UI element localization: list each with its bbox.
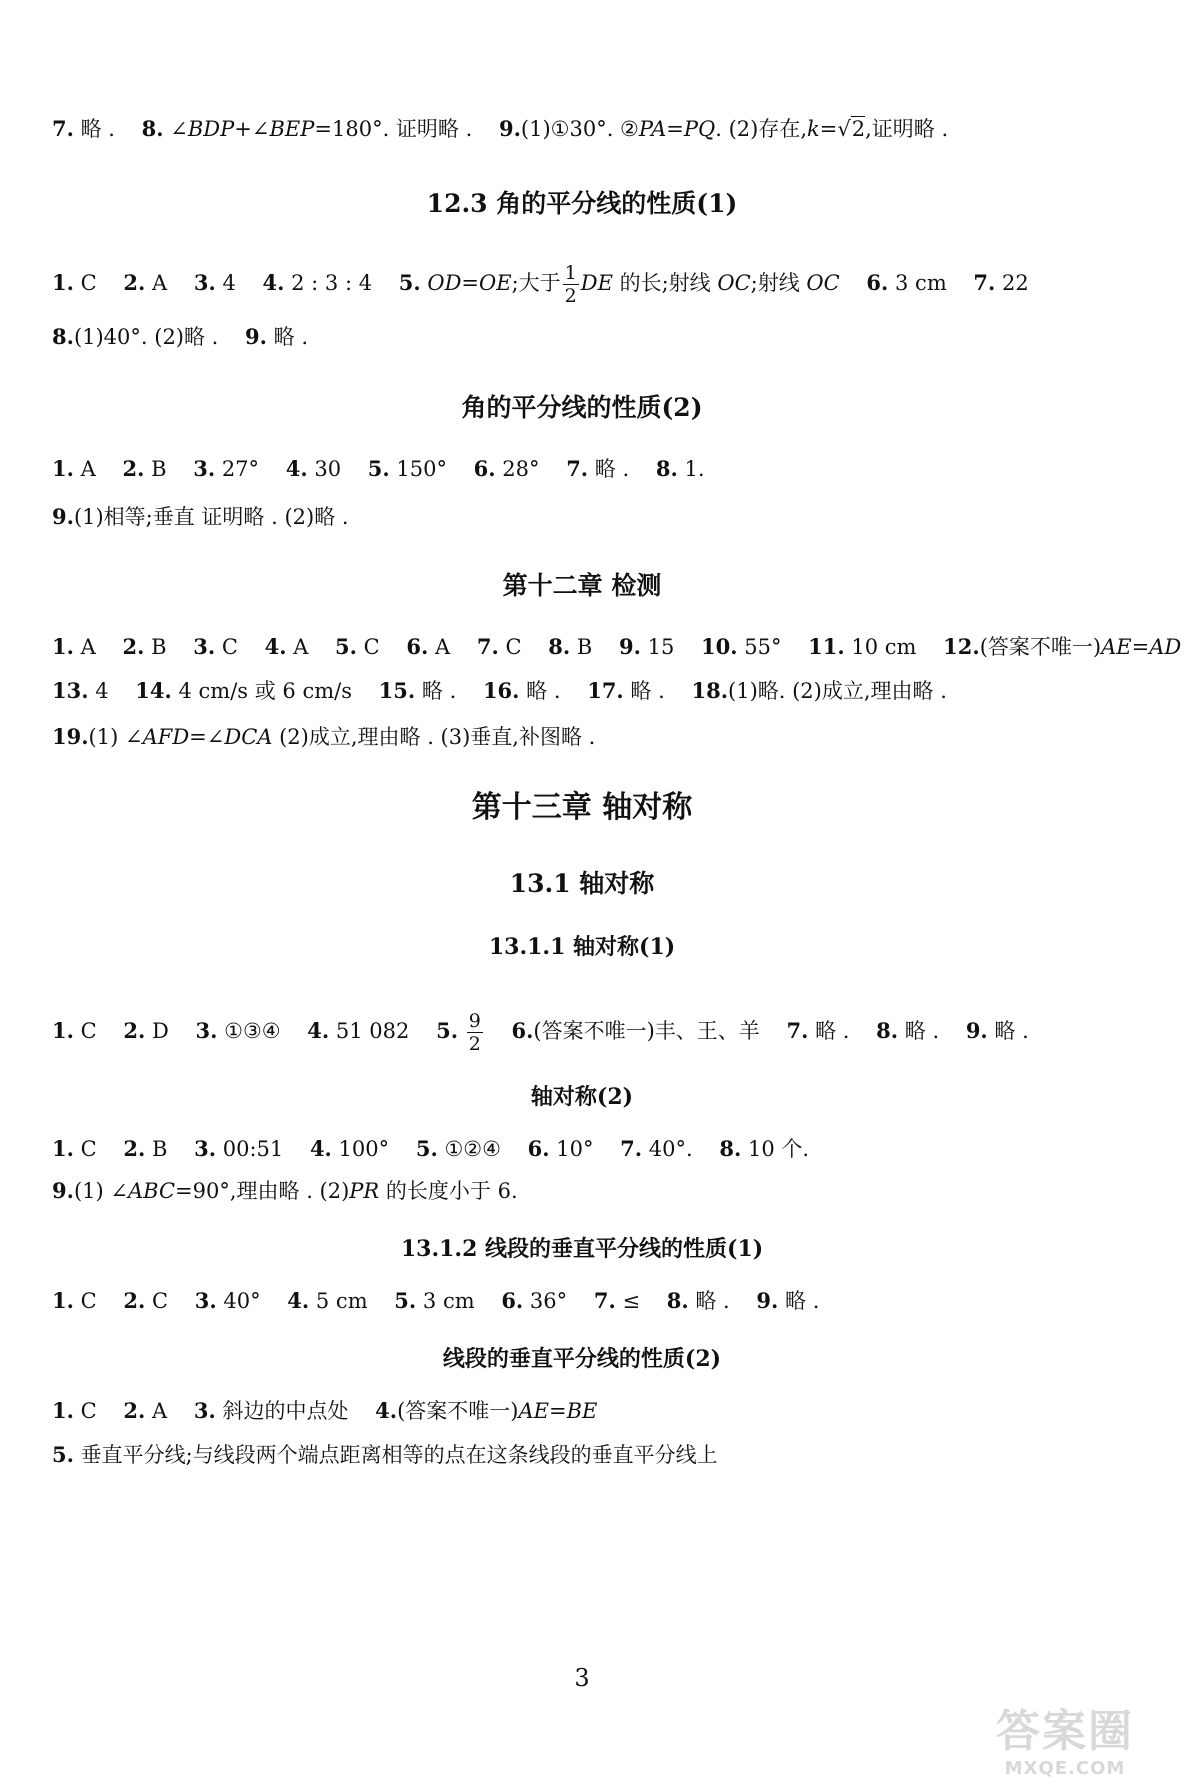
page-number: 3 <box>574 1664 590 1692</box>
answer-line: 9.(1)相等;垂直 证明略 . (2)略 . <box>52 504 349 529</box>
section-heading: 第十二章 检测 <box>502 571 662 600</box>
section-heading: 13.1 轴对称 <box>509 869 655 898</box>
answer-line: 1. A 2. B 3. C 4. A 5. C 6. A 7. C 8. B 9. 15 10. 55° 11. 10 cm 12.(答案不唯一)AE=AD <box>52 634 1182 659</box>
answer-line: 1. A 2. B 3. 27° 4. 30 5. 150° 6. 28° 7. 略 . 8. 1. <box>52 456 705 481</box>
fraction: $\frac{9}{2}$ <box>468 1010 481 1055</box>
chapter-heading: 第十三章 轴对称 <box>471 790 693 825</box>
subsection-heading: 13.1.2 线段的垂直平分线的性质(1) <box>400 1236 764 1262</box>
answer-line: 5. 垂直平分线;与线段两个端点距离相等的点在这条线段的垂直平分线上 <box>52 1442 718 1467</box>
subsection-heading: 线段的垂直平分线的性质(2) <box>442 1346 722 1372</box>
answer-line: 1. C 2. B 3. 00:51 4. 100° 5. ①②④ 6. 10° 7. 40°. 8. 10 个. <box>52 1136 810 1161</box>
answer-line: 1. C 2. C 3. 40° 4. 5 cm 5. 3 cm 6. 36° 7. ≤ 8. 略 . 9. 略 . <box>52 1288 820 1313</box>
subsection-heading: 13.1.1 轴对称(1) <box>488 934 676 960</box>
answer-line: 19.(1) ∠AFD=∠DCA (2)成立,理由略 . (3)垂直,补图略 . <box>52 724 596 749</box>
section-heading: 12.3 角的平分线的性质(1) <box>426 189 738 218</box>
answer-line: 9.(1) ∠ABC=90°,理由略 . (2)PR 的长度小于 6. <box>52 1178 518 1203</box>
answer-line: 1. C 2. A 3. 斜边的中点处 4.(答案不唯一)AE=BE <box>52 1398 598 1423</box>
subsection-heading: 轴对称(2) <box>530 1084 634 1110</box>
answer-line: 8.(1)40°. (2)略 . 9. 略 . <box>52 324 309 349</box>
section-heading: 角的平分线的性质(2) <box>461 393 703 422</box>
watermark-logo: 答案圈 MXQE.COM <box>996 1706 1134 1779</box>
fraction: $\frac{1}{2}$ <box>564 262 577 307</box>
answer-line: 1. C 2. D 3. ①③④ 4. 51 082 5. $\frac{9}{2}$ 6.(答案不唯一)丰、王、羊 7. 略 . 8. 略 . 9. 略 . <box>52 1010 1029 1055</box>
answer-line: 7. 略 . 8. ∠BDP+∠BEP=180°. 证明略 . 9.(1)①30°. ②PA=PQ. (2)存在,k=√2,证明略 . <box>52 116 949 141</box>
answer-line: 13. 4 14. 4 cm/s 或 6 cm/s 15. 略 . 16. 略 . 17. 略 . 18.(1)略. (2)成立,理由略 . <box>52 678 947 703</box>
answer-line: 1. C 2. A 3. 4 4. 2 : 3 : 4 5. OD=OE;大于 $\frac{1}{2}$ DE 的长;射线 OC;射线 OC 6. 3 cm 7. 22 <box>52 262 1029 307</box>
